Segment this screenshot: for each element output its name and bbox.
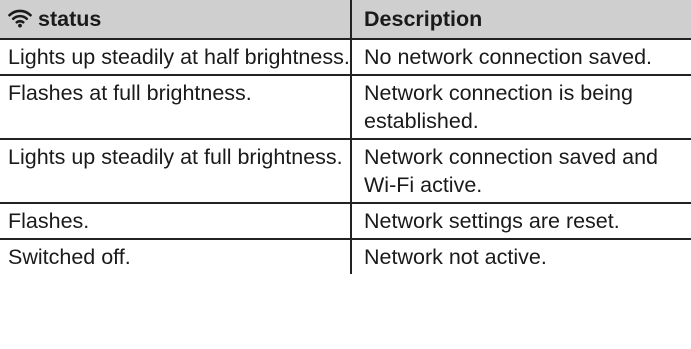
status-cell: Flashes. xyxy=(0,203,351,239)
table-row xyxy=(0,139,691,203)
table-row xyxy=(0,203,691,239)
status-header-label: status xyxy=(38,7,102,31)
description-cell: Network connection is being established. xyxy=(364,81,633,133)
table-row xyxy=(0,75,691,139)
description-cell: Network settings are reset. xyxy=(364,209,620,233)
wifi-icon xyxy=(8,8,32,28)
description-header-label: Description xyxy=(364,7,483,31)
status-cell: Lights up steadily at half brightness. xyxy=(0,39,351,75)
table-header-row xyxy=(0,0,691,39)
description-cell: Network connection saved and Wi-Fi active. xyxy=(364,145,659,197)
description-cell: Network not active. xyxy=(364,245,547,269)
status-cell: Lights up steadily at full brightness. xyxy=(0,139,351,203)
status-cell: Switched off. xyxy=(0,239,351,274)
status-column-header xyxy=(0,0,351,39)
description-cell: No network connection saved. xyxy=(364,45,653,69)
status-cell: Flashes at full brightness. xyxy=(0,75,351,139)
description-column-header xyxy=(351,0,691,39)
table-row xyxy=(0,239,691,274)
table-row xyxy=(0,39,691,75)
